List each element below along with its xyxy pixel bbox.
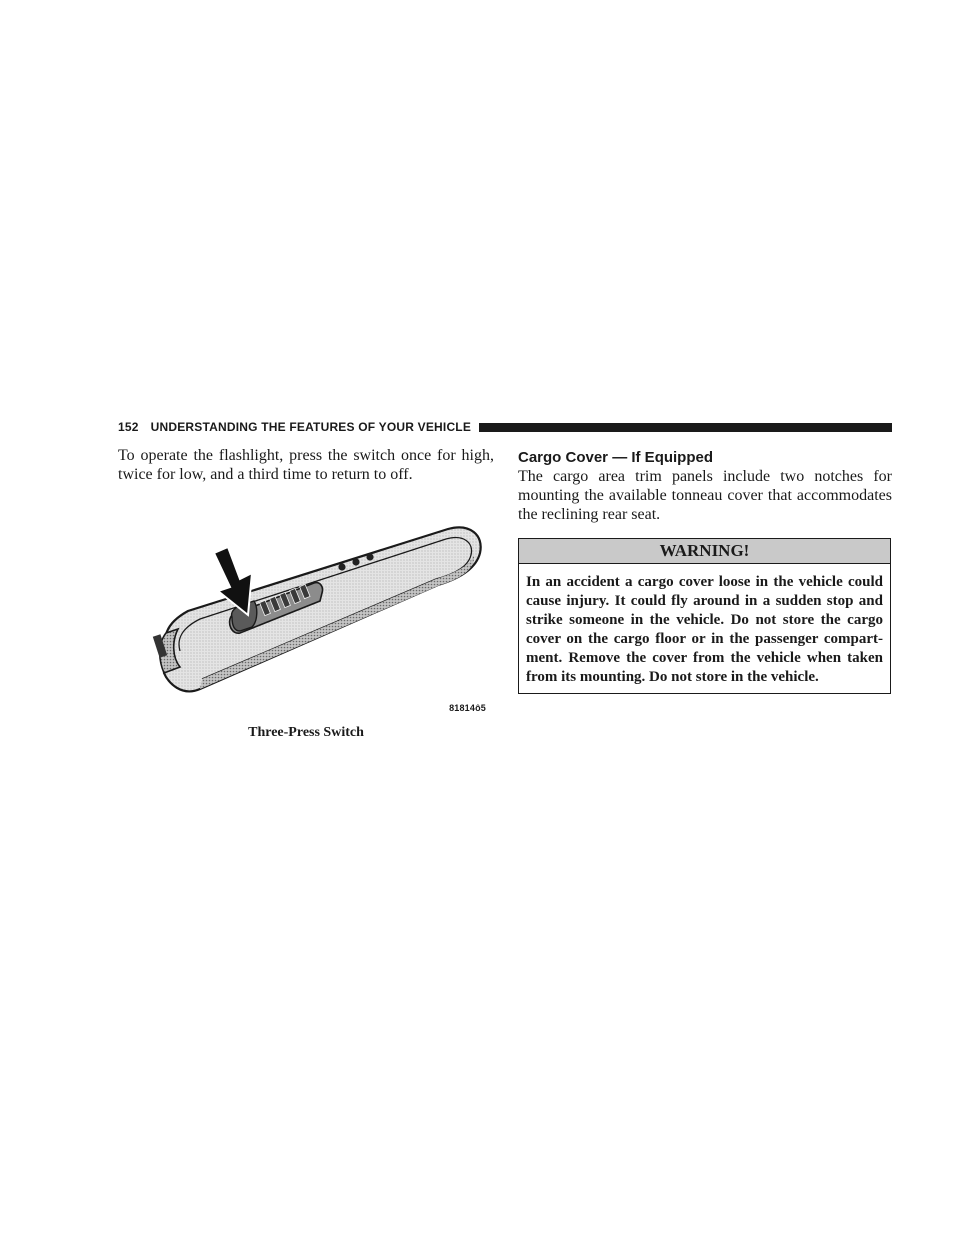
flashlight-paragraph: To operate the flashlight, press the switch once for high, twice for low, and a third time to return to off.	[118, 447, 494, 483]
cargo-cover-heading: Cargo Cover — If Equipped	[518, 449, 714, 466]
led-indicator	[366, 553, 373, 560]
page-number: 152	[118, 420, 139, 434]
led-indicator	[338, 563, 345, 570]
flashlight-body	[164, 527, 481, 691]
page-header	[118, 418, 892, 436]
flashlight-figure	[118, 517, 494, 713]
led-indicator	[352, 558, 359, 565]
flashlight-illustration	[118, 517, 494, 713]
section-title: UNDERSTANDING THE FEATURES OF YOUR VEHICLE	[150, 420, 472, 434]
right-column	[518, 446, 892, 694]
header-rule	[479, 423, 892, 432]
left-column	[118, 446, 494, 741]
warning-box	[518, 538, 891, 694]
warning-text: In an accident a cargo cover loose in the vehicle could cause injury. It could fly around in a sudden stop and strike someone in the vehicle. Do not store the cargo cover on the cargo floor or in the passenger compartment. Remove the cover from the vehicle when taken from its mounting. Do not store in the vehicle.	[526, 574, 883, 685]
figure-code: 81814ô5	[449, 703, 486, 713]
cargo-cover-paragraph: The cargo area trim panels include two notches for mounting the available tonneau cover that accommodates the reclining rear seat.	[518, 468, 892, 523]
figure-caption: Three-Press Switch	[248, 725, 364, 740]
warning-title: WARNING!	[519, 539, 890, 564]
